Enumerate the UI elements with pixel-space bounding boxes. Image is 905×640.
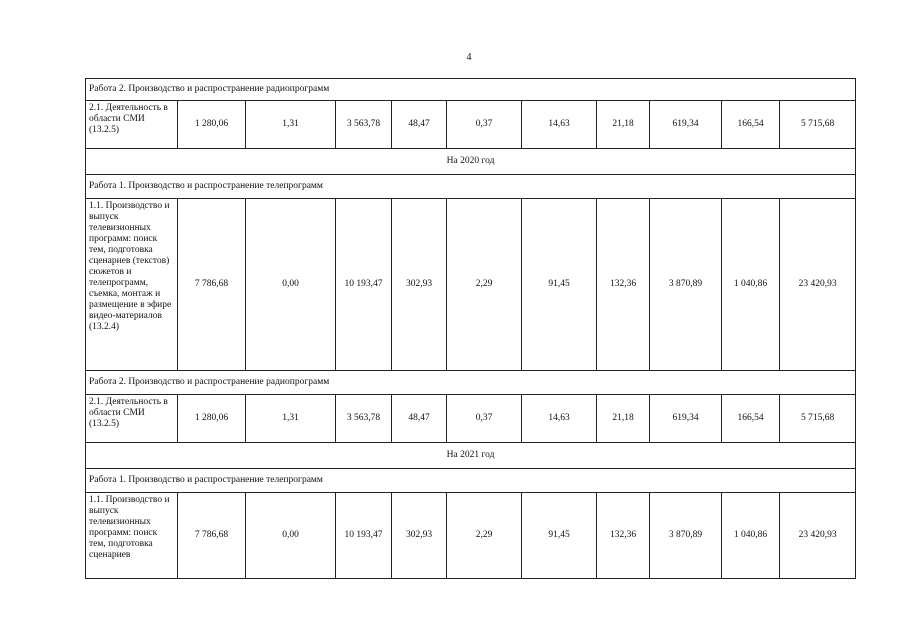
section-title: Работа 2. Производство и распространение радиопрограмм <box>86 79 856 101</box>
section-title: Работа 1. Производство и распространение телепрограмм <box>86 469 856 493</box>
section-row <box>86 175 856 199</box>
row-label: 1.1. Производство и выпуск телевизионных программ: поиск тем, подготовка сценариев <box>86 493 178 579</box>
cell-value: 2,29 <box>447 493 522 579</box>
cell-value: 3 563,78 <box>336 101 392 149</box>
cell-value: 48,47 <box>392 395 447 443</box>
year-heading: На 2021 год <box>86 443 856 469</box>
cell-value: 21,18 <box>597 101 650 149</box>
section-row <box>86 371 856 395</box>
cell-value: 91,45 <box>522 199 597 371</box>
cell-value: 10 193,47 <box>336 493 392 579</box>
section-row <box>86 79 856 101</box>
table-row <box>86 395 856 443</box>
year-row <box>86 149 856 175</box>
cell-value: 0,37 <box>447 101 522 149</box>
table-row <box>86 199 856 371</box>
cell-value: 619,34 <box>650 101 722 149</box>
section-title: Работа 1. Производство и распространение телепрограмм <box>86 175 856 199</box>
cell-value: 3 870,89 <box>650 199 722 371</box>
table-row <box>86 493 856 579</box>
cell-value: 132,36 <box>597 493 650 579</box>
cell-value: 0,37 <box>447 395 522 443</box>
cell-value: 0,00 <box>246 493 336 579</box>
cell-value: 3 563,78 <box>336 395 392 443</box>
cell-value: 1,31 <box>246 395 336 443</box>
cell-value: 10 193,47 <box>336 199 392 371</box>
cell-value: 166,54 <box>722 395 780 443</box>
row-label: 1.1. Производство и выпуск телевизионных программ: поиск тем, подготовка сценариев (текстов) сюжетов и телепрограмм, съемка, монтаж и размещение в эфире видео-материалов (13.2.4) <box>86 199 178 371</box>
cell-value: 302,93 <box>392 199 447 371</box>
cell-value: 1 280,06 <box>178 101 246 149</box>
table-row <box>86 101 856 149</box>
cell-value: 1 280,06 <box>178 395 246 443</box>
cell-value: 7 786,68 <box>178 493 246 579</box>
row-label: 2.1. Деятельность в области СМИ (13.2.5) <box>86 101 178 149</box>
page-number: 4 <box>466 52 472 63</box>
section-title: Работа 2. Производство и распространение радиопрограмм <box>86 371 856 395</box>
cell-value: 91,45 <box>522 493 597 579</box>
cell-value: 5 715,68 <box>780 395 856 443</box>
cell-value: 48,47 <box>392 101 447 149</box>
cell-value: 1 040,86 <box>722 493 780 579</box>
cell-value: 0,00 <box>246 199 336 371</box>
cell-value: 619,34 <box>650 395 722 443</box>
row-label: 2.1. Деятельность в области СМИ (13.2.5) <box>86 395 178 443</box>
cell-value: 1 040,86 <box>722 199 780 371</box>
budget-table <box>85 78 856 579</box>
year-row <box>86 443 856 469</box>
cell-value: 132,36 <box>597 199 650 371</box>
cell-value: 3 870,89 <box>650 493 722 579</box>
cell-value: 23 420,93 <box>780 493 856 579</box>
section-row <box>86 469 856 493</box>
cell-value: 7 786,68 <box>178 199 246 371</box>
cell-value: 1,31 <box>246 101 336 149</box>
cell-value: 23 420,93 <box>780 199 856 371</box>
cell-value: 166,54 <box>722 101 780 149</box>
cell-value: 2,29 <box>447 199 522 371</box>
year-heading: На 2020 год <box>86 149 856 175</box>
cell-value: 21,18 <box>597 395 650 443</box>
cell-value: 14,63 <box>522 395 597 443</box>
cell-value: 302,93 <box>392 493 447 579</box>
cell-value: 5 715,68 <box>780 101 856 149</box>
cell-value: 14,63 <box>522 101 597 149</box>
